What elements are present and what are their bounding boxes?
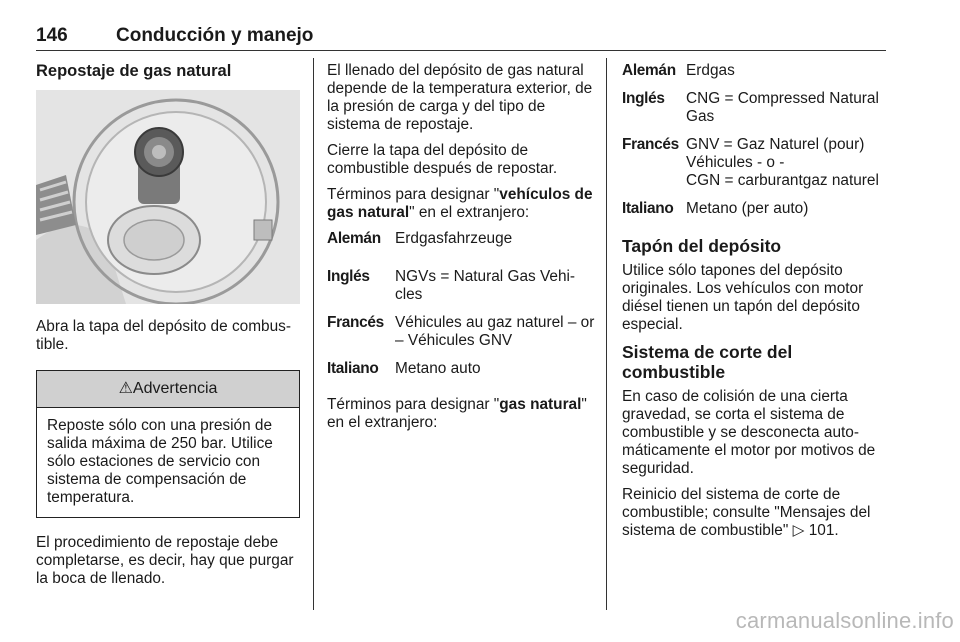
term-label: Alemán bbox=[622, 62, 676, 79]
fuel-filler-illustration bbox=[36, 90, 300, 304]
term-value: NGVs = Natural Gas Vehi-cles bbox=[395, 268, 576, 303]
column-middle bbox=[327, 62, 597, 440]
term-label: Italiano bbox=[622, 200, 674, 217]
paragraph: El llenado del depósito de gas natural depende de la temperatura exterior, de la presión de carga y del tipo de sistema de repostaje. bbox=[327, 62, 593, 133]
term-value: Véhicules au gaz naturel – or – Véhicules GNV bbox=[395, 314, 595, 349]
term-row bbox=[622, 136, 888, 190]
term-value-line: CGN = carburantgaz naturel bbox=[686, 172, 879, 189]
text-run: " en el extranjero: bbox=[327, 396, 587, 431]
column-divider bbox=[606, 58, 607, 610]
bold-term: vehículos de gas natural bbox=[327, 186, 593, 221]
warning-text: Reposte sólo con una presión de salida máxima de 250 bar. Utilice sólo estaciones de servicio con sistema de compensación de temperatura. bbox=[47, 417, 273, 506]
warning-title: Advertencia bbox=[132, 380, 218, 397]
paragraph bbox=[622, 486, 888, 540]
paragraph: Cierre la tapa del depósito de combustible después de repostar. bbox=[327, 142, 558, 177]
page-reference: 101. bbox=[808, 522, 839, 539]
term-label: Francés bbox=[622, 136, 679, 153]
term-label: Alemán bbox=[327, 230, 381, 247]
term-value: Metano auto bbox=[395, 360, 481, 377]
text-run: " en el extranjero: bbox=[409, 204, 530, 221]
term-value bbox=[686, 136, 888, 190]
term-row bbox=[622, 90, 888, 126]
warning-header bbox=[37, 371, 299, 408]
paragraph bbox=[327, 186, 597, 222]
term-label: Francés bbox=[327, 314, 384, 331]
subheading: Sistema de corte del combustible bbox=[622, 342, 793, 382]
term-row bbox=[327, 314, 597, 350]
page-ref-icon: ▷ bbox=[792, 522, 805, 539]
text-run: Términos para designar " bbox=[327, 186, 500, 203]
term-value: Metano (per auto) bbox=[686, 200, 809, 217]
bold-term: gas natural bbox=[499, 396, 582, 413]
term-row bbox=[327, 268, 597, 304]
watermark: carmanualsonline.info bbox=[735, 608, 954, 633]
subheading: Tapón del depósito bbox=[622, 236, 782, 256]
paragraph: Abra la tapa del depósito de combus-tible. bbox=[36, 318, 291, 353]
term-label: Inglés bbox=[622, 90, 665, 107]
term-label: Inglés bbox=[327, 268, 370, 285]
paragraph: Utilice sólo tapones del depósito originales. Los vehículos con motor diésel tienen un tapón del depósito especial. bbox=[622, 262, 864, 333]
paragraph: En caso de colisión de una cierta gravedad, se corta el sistema de combustible y se desconecta auto-máticamente el motor por motivos de seguridad. bbox=[622, 388, 876, 477]
column-divider bbox=[313, 58, 314, 610]
page-title: Conducción y manejo bbox=[116, 25, 314, 46]
page-number: 146 bbox=[36, 25, 68, 46]
page-header bbox=[36, 20, 886, 51]
term-value: Erdgasfahrzeuge bbox=[395, 230, 513, 247]
column-right bbox=[622, 62, 888, 548]
term-value: Erdgas bbox=[686, 62, 735, 79]
warning-icon: ⚠ bbox=[118, 380, 133, 397]
paragraph bbox=[327, 396, 597, 432]
term-value: CNG = Compressed Natural Gas bbox=[686, 90, 879, 125]
term-value-line: GNV = Gaz Naturel (pour) Véhicules - o - bbox=[686, 136, 865, 171]
term-label: Italiano bbox=[327, 360, 379, 377]
term-row bbox=[622, 62, 888, 80]
paragraph: El procedimiento de repostaje debe completarse, es decir, hay que purgar la boca de llenado. bbox=[36, 534, 294, 587]
text-run: Términos para designar " bbox=[327, 396, 500, 413]
term-row bbox=[327, 230, 597, 248]
column-left bbox=[36, 62, 300, 596]
warning-box bbox=[36, 370, 300, 518]
text-run: Reinicio del sistema de corte de combustible; consulte "Mensajes del sistema de combustible" bbox=[622, 486, 871, 539]
term-row bbox=[622, 200, 888, 218]
section-heading: Repostaje de gas natural bbox=[36, 62, 232, 80]
term-row bbox=[327, 360, 597, 378]
